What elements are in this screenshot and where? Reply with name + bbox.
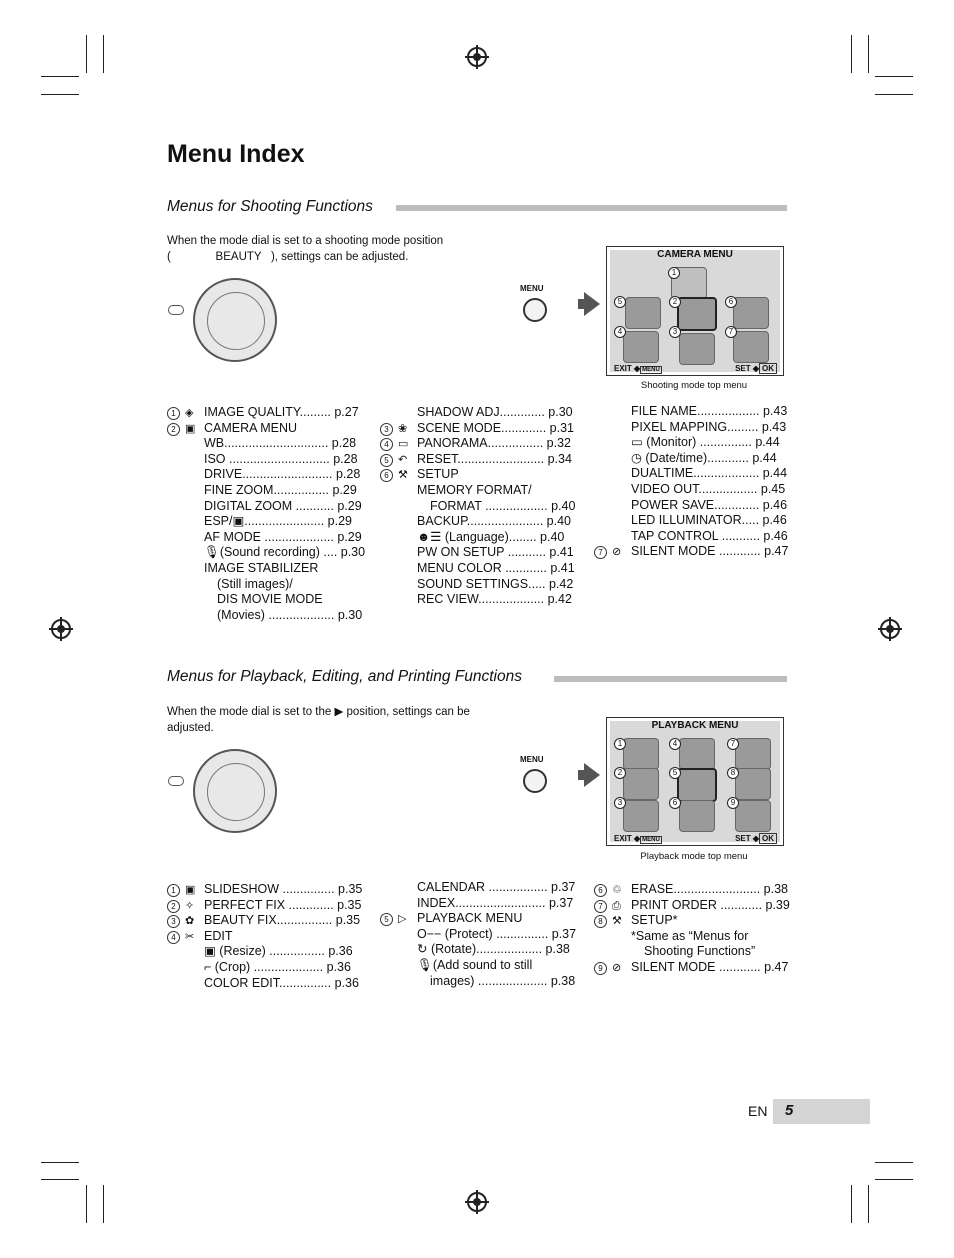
callout-number: 1 — [668, 267, 680, 279]
callout-number: 7 — [727, 738, 739, 750]
camera-icon — [677, 297, 717, 331]
menu-list-item — [380, 577, 575, 593]
menu-label: MENU — [520, 284, 544, 293]
menu-list-item — [594, 513, 788, 529]
print-icon — [735, 738, 771, 770]
crop-mark — [103, 35, 104, 73]
callout-number: 2 — [669, 296, 681, 308]
callout-number: 2 — [614, 767, 626, 779]
menu-item-text: PRINT ORDER ............ p.39 — [631, 897, 790, 912]
screen-exit: EXIT ◆ MENU — [614, 364, 660, 373]
callout-number: 1 — [167, 884, 180, 897]
menu-item-text: SHADOW ADJ............. p.30 — [417, 405, 573, 419]
setup-icon — [733, 297, 769, 329]
section-rule — [554, 676, 787, 682]
setup-icon — [735, 768, 771, 800]
menu-list-item — [594, 498, 788, 514]
menu-list-item — [167, 514, 365, 530]
mode-dial-icon — [193, 278, 277, 362]
crop-mark — [41, 94, 79, 95]
exit-label: EXIT — [614, 364, 632, 373]
callout-number: 2 — [167, 900, 180, 913]
exit-label: EXIT — [614, 834, 632, 843]
menu-list-column — [380, 405, 575, 608]
arrow-icon — [584, 292, 600, 316]
menu-list-item — [167, 421, 365, 437]
menu-list-item — [380, 514, 575, 530]
menu-item-text: POWER SAVE............. p.46 — [631, 497, 788, 512]
menu-item-text: ISO ............................. p.28 — [204, 451, 358, 466]
menu-list-item — [167, 405, 365, 421]
callout-number: 3 — [167, 915, 180, 928]
callout-number: 6 — [669, 797, 681, 809]
panorama-icon: ▭ — [398, 438, 409, 451]
menu-button-icon — [523, 769, 547, 793]
screen-caption: Shooting mode top menu — [640, 380, 748, 391]
callout-number: 7 — [725, 326, 737, 338]
menu-item-text: FILE NAME.................. p.43 — [631, 404, 788, 418]
menu-list-column — [594, 882, 790, 976]
menu-button-icon — [523, 298, 547, 322]
menu-list-item — [380, 436, 575, 452]
crop-mark — [41, 76, 79, 77]
menu-item-text: ERASE......................... p.38 — [631, 882, 789, 896]
callout-number: 7 — [594, 900, 607, 913]
playback-menu-screen — [606, 717, 784, 846]
beauty-fix-icon — [623, 800, 659, 832]
menu-label: MENU — [642, 837, 660, 843]
callout-number: 3 — [380, 423, 393, 436]
silent-icon: ⊘ — [612, 546, 622, 559]
menu-list-item — [594, 451, 788, 467]
menu-list-item — [380, 927, 576, 943]
menu-item-text: 🎙(Add sound to still — [417, 957, 533, 972]
menu-item-text: CALENDAR ................. p.37 — [417, 880, 576, 894]
menu-list-item — [167, 577, 365, 593]
crop-mark — [86, 1185, 87, 1223]
menu-item-text: O−− (Protect) ............... p.37 — [417, 926, 577, 941]
menu-item-text: PW ON SETUP ........... p.41 — [417, 545, 574, 560]
menu-item-text: INDEX.......................... p.37 — [417, 895, 574, 910]
menu-item-text: BACKUP...................... p.40 — [417, 514, 571, 529]
beauty-icon: ✿ — [185, 915, 195, 928]
menu-list-column — [167, 405, 365, 623]
callout-number: 2 — [167, 423, 180, 436]
erase-icon: ♲ — [612, 884, 622, 896]
menu-item-text: LED ILLUMINATOR..... p.46 — [631, 513, 787, 528]
set-label: SET — [735, 834, 751, 843]
menu-list-item — [167, 960, 362, 976]
menu-item-text: AF MODE .................... p.29 — [204, 529, 362, 544]
menu-item-text: SILENT MODE ............ p.47 — [631, 959, 789, 974]
quality-icon: ◈ — [185, 407, 194, 419]
menu-list-item — [380, 530, 575, 546]
menu-list-item — [380, 958, 576, 974]
page-number-box — [773, 1099, 870, 1124]
crop-mark — [851, 35, 852, 73]
menu-item-text: EDIT — [204, 928, 233, 943]
intro-line: ( BEAUTY ), settings can be adjusted. — [167, 251, 409, 263]
crop-mark — [86, 35, 87, 73]
camera-menu-screen — [606, 246, 784, 376]
menu-item-text: DUALTIME................... p.44 — [631, 466, 788, 481]
registration-mark-icon — [880, 619, 900, 639]
ok-label: OK — [759, 363, 777, 374]
menu-item-text: ◷ (Date/time)............ p.44 — [631, 450, 777, 465]
menu-item-text: PIXEL MAPPING......... p.43 — [631, 419, 787, 434]
crop-mark — [875, 1162, 913, 1163]
menu-item-text: REC VIEW................... p.42 — [417, 592, 572, 607]
page-title: Menu Index — [167, 140, 305, 168]
shutter-button-icon — [168, 776, 184, 786]
menu-label: MENU — [642, 367, 660, 373]
menu-item-text: Shooting Functions” — [644, 944, 756, 959]
menu-list-item — [594, 960, 790, 976]
menu-item-text: ▭ (Monitor) ............... p.44 — [631, 435, 780, 450]
menu-list-item — [594, 544, 788, 560]
menu-item-text: CAMERA MENU — [204, 420, 298, 435]
menu-item-text: SLIDESHOW ............... p.35 — [204, 882, 363, 896]
menu-list-item — [167, 898, 362, 914]
crop-mark — [41, 1162, 79, 1163]
menu-item-text: ESP/▣....................... p.29 — [204, 514, 352, 529]
menu-item-text: IMAGE STABILIZER — [204, 560, 319, 575]
edit-icon: ✂ — [185, 930, 195, 943]
menu-list-item — [594, 882, 790, 898]
language-label: EN — [748, 1103, 768, 1119]
intro-line: When the mode dial is set to a shooting mode position — [167, 235, 444, 247]
callout-number: 6 — [380, 469, 393, 482]
reset-icon: ↶ — [398, 453, 408, 466]
menu-item-text: TAP CONTROL ........... p.46 — [631, 528, 788, 543]
callout-number: 5 — [669, 767, 681, 779]
menu-list-item — [167, 452, 365, 468]
callout-number: 3 — [614, 797, 626, 809]
menu-item-text: *Same as “Menus for — [631, 928, 749, 943]
callout-number: 4 — [669, 738, 681, 750]
menu-item-text: 🎙(Sound recording) .... p.30 — [204, 545, 366, 560]
callout-number: 9 — [594, 962, 607, 975]
ok-label: OK — [759, 833, 777, 844]
menu-item-text: WB.............................. p.28 — [204, 436, 357, 451]
menu-list-item — [380, 545, 575, 561]
menu-list-item — [380, 974, 576, 990]
slideshow-icon — [623, 738, 659, 770]
intro-line: adjusted. — [167, 722, 214, 734]
registration-mark-icon — [467, 1192, 487, 1212]
menu-item-text: DRIVE.......................... p.28 — [204, 467, 361, 482]
slideshow-icon: ▣ — [185, 884, 196, 896]
crop-mark — [868, 35, 869, 73]
menu-list-item — [594, 529, 788, 545]
callout-number: 9 — [727, 797, 739, 809]
menu-item-text: images) .................... p.38 — [430, 973, 576, 988]
callout-number: 5 — [380, 913, 393, 926]
menu-item-text: ☻☰ (Language)........ p.40 — [417, 529, 565, 544]
crop-mark — [851, 1185, 852, 1223]
section-rule — [396, 205, 787, 211]
menu-list-item — [594, 404, 788, 420]
menu-item-text: SETUP — [417, 467, 459, 482]
crop-mark — [103, 1185, 104, 1223]
callout-number: 7 — [594, 546, 607, 559]
menu-list-column — [594, 404, 788, 560]
section-title: Menus for Shooting Functions — [167, 198, 373, 215]
menu-list-item — [167, 467, 365, 483]
set-label: SET — [735, 364, 751, 373]
callout-number: 4 — [614, 326, 626, 338]
edit-icon — [679, 738, 715, 770]
screen-title: PLAYBACK MENU — [651, 720, 739, 731]
screen-caption: Playback mode top menu — [640, 851, 748, 862]
menu-item-text: MEMORY FORMAT/ — [417, 482, 532, 497]
silent-icon — [733, 331, 769, 363]
menu-list-item — [594, 420, 788, 436]
callout-number: 6 — [594, 884, 607, 897]
menu-item-text: SCENE MODE............. p.31 — [417, 420, 574, 435]
menu-list-column — [167, 882, 362, 991]
menu-list-item — [380, 592, 575, 608]
callout-number: 8 — [594, 915, 607, 928]
scene-icon — [679, 333, 715, 365]
screen-exit: EXIT ◆ MENU — [614, 834, 660, 843]
menu-item-text: VIDEO OUT................. p.45 — [631, 481, 786, 496]
setup-icon: ⚒ — [612, 915, 622, 928]
menu-list-item — [167, 976, 362, 992]
menu-list-item — [167, 882, 362, 898]
registration-mark-icon — [51, 619, 71, 639]
menu-item-text: IMAGE QUALITY......... p.27 — [204, 405, 359, 419]
menu-item-text: SETUP* — [631, 913, 678, 928]
playback-icon: ▷ — [398, 913, 407, 926]
mode-dial-icon — [193, 749, 277, 833]
crop-mark — [875, 76, 913, 77]
section-intro — [167, 704, 507, 736]
menu-item-text: FORMAT .................. p.40 — [430, 498, 576, 513]
menu-list-item — [380, 405, 575, 421]
menu-list-column — [380, 880, 576, 989]
scene-icon: ❀ — [398, 422, 408, 435]
arrow-icon — [584, 763, 600, 787]
callout-number: 1 — [167, 407, 180, 420]
menu-list-item — [380, 911, 576, 927]
setup-icon: ⚒ — [398, 469, 408, 482]
menu-list-item — [380, 421, 575, 437]
silent-icon — [735, 800, 771, 832]
crop-mark — [875, 1179, 913, 1180]
callout-number: 1 — [614, 738, 626, 750]
section-title: Menus for Playback, Editing, and Printing Functions — [167, 668, 522, 685]
callout-number: 5 — [614, 296, 626, 308]
screen-set: SET ◆ OK — [735, 364, 777, 373]
menu-list-item — [380, 467, 575, 483]
menu-item-text: (Still images)/ — [217, 576, 293, 591]
menu-list-item — [594, 929, 790, 945]
playback-icon — [677, 768, 717, 802]
menu-list-item — [167, 561, 365, 577]
menu-list-item — [380, 880, 576, 896]
menu-item-text: PANORAMA................ p.32 — [417, 436, 571, 451]
menu-item-text: ▣ (Resize) ................ p.36 — [204, 944, 353, 959]
callout-number: 3 — [669, 326, 681, 338]
menu-list-item — [380, 499, 575, 515]
page-number: 5 — [785, 1102, 794, 1119]
menu-item-text: SOUND SETTINGS..... p.42 — [417, 576, 574, 591]
menu-item-text: MENU COLOR ............ p.41 — [417, 560, 575, 575]
menu-list-item — [167, 608, 365, 624]
menu-list-item — [594, 435, 788, 451]
menu-list-item — [167, 929, 362, 945]
menu-item-text: SILENT MODE ............ p.47 — [631, 544, 789, 559]
callout-number: 5 — [380, 454, 393, 467]
crop-mark — [868, 1185, 869, 1223]
menu-item-text: DIS MOVIE MODE — [217, 592, 323, 607]
menu-list-item — [594, 898, 790, 914]
reset-icon — [625, 297, 661, 329]
shutter-button-icon — [168, 305, 184, 315]
silent-icon: ⊘ — [612, 961, 622, 974]
callout-number: 8 — [727, 767, 739, 779]
crop-mark — [875, 94, 913, 95]
menu-item-text: DIGITAL ZOOM ........... p.29 — [204, 498, 362, 513]
crop-mark — [41, 1179, 79, 1180]
menu-list-item — [167, 530, 365, 546]
menu-item-text: RESET......................... p.34 — [417, 451, 572, 466]
menu-item-text: (Movies) ................... p.30 — [217, 607, 363, 622]
menu-list-item — [380, 483, 575, 499]
menu-list-item — [167, 483, 365, 499]
menu-item-text: PERFECT FIX ............. p.35 — [204, 897, 362, 912]
callout-number: 6 — [725, 296, 737, 308]
intro-line: When the mode dial is set to the ▶ position, settings can be — [167, 706, 470, 718]
menu-item-text: BEAUTY FIX................ p.35 — [204, 913, 361, 928]
menu-item-text: FINE ZOOM................ p.29 — [204, 482, 357, 497]
menu-list-item — [380, 452, 575, 468]
menu-label: MENU — [520, 755, 544, 764]
menu-list-item — [594, 944, 790, 960]
menu-list-item — [167, 592, 365, 608]
panorama-icon — [623, 331, 659, 363]
menu-list-item — [594, 913, 790, 929]
menu-list-item — [167, 545, 365, 561]
perfect-fix-icon — [623, 768, 659, 800]
menu-list-item — [380, 942, 576, 958]
menu-list-item — [167, 499, 365, 515]
print-icon: ⎙ — [612, 899, 621, 912]
menu-list-item — [594, 482, 788, 498]
camera-icon: ▣ — [185, 422, 196, 435]
erase-icon — [679, 800, 715, 832]
menu-list-item — [594, 466, 788, 482]
menu-list-item — [167, 436, 365, 452]
callout-number: 4 — [167, 931, 180, 944]
screen-set: SET ◆ OK — [735, 834, 777, 843]
menu-item-text: ⌐ (Crop) .................... p.36 — [204, 959, 351, 974]
screen-title: CAMERA MENU — [657, 249, 733, 260]
callout-number: 4 — [380, 438, 393, 451]
menu-item-text: COLOR EDIT............... p.36 — [204, 975, 359, 990]
menu-list-item — [380, 896, 576, 912]
menu-list-item — [167, 913, 362, 929]
section-intro — [167, 233, 507, 265]
menu-list-item — [380, 561, 575, 577]
registration-mark-icon — [467, 47, 487, 67]
menu-item-text: PLAYBACK MENU — [417, 911, 523, 926]
perfect-icon: ✧ — [185, 899, 195, 912]
menu-item-text: ↻ (Rotate)................... p.38 — [417, 942, 570, 957]
menu-list-item — [167, 944, 362, 960]
